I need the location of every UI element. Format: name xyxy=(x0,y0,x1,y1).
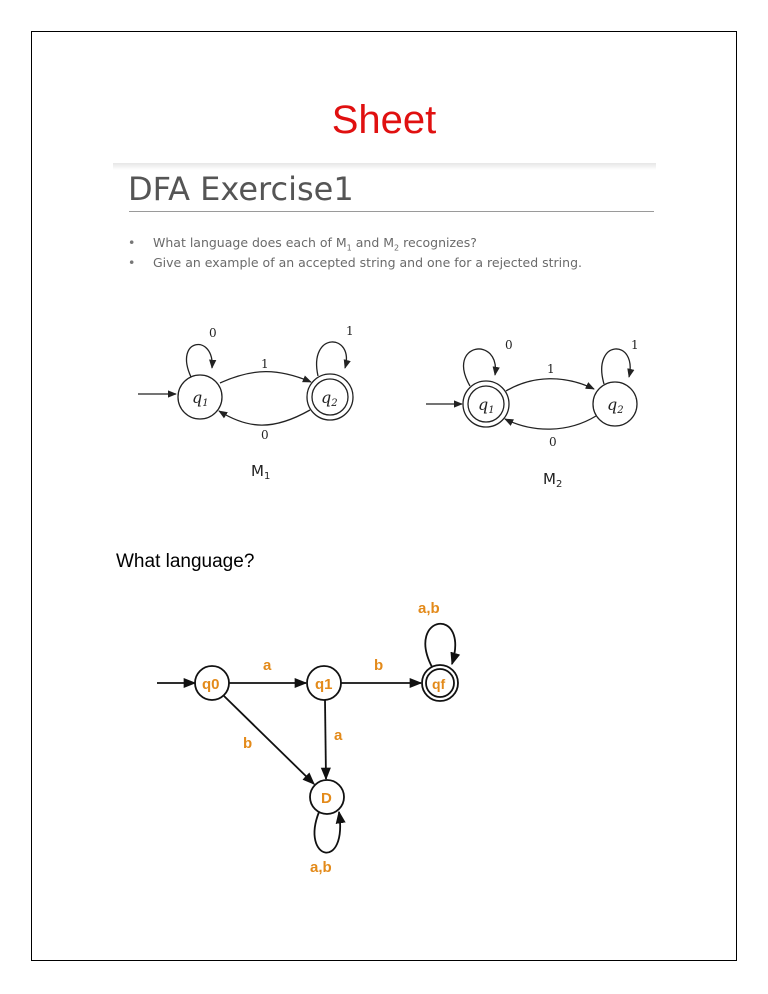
dfa3-state-d-label: D xyxy=(321,790,332,807)
dfa3-loop-qf xyxy=(425,624,455,667)
m2-state-q1-label: q1 xyxy=(478,395,495,416)
m1-edge-back-label: 0 xyxy=(261,428,269,442)
dfa3-label-q1-qf: b xyxy=(374,657,384,674)
question-text: What language? xyxy=(116,551,255,572)
dfa3-label-q1-d: a xyxy=(334,727,343,744)
dfa-diagrams-m1-m2 xyxy=(113,163,656,490)
dfa3-state-qf-label: qf xyxy=(432,676,446,692)
m1-loop-q2 xyxy=(317,342,347,376)
m2-loop-q2-label: 1 xyxy=(631,338,639,352)
m2-edge-back-label: 0 xyxy=(549,435,557,449)
bullet-sub: 1 xyxy=(346,243,352,253)
m2-state-q2-label: q2 xyxy=(607,395,624,416)
m1-name: $M_1$ xyxy=(251,462,271,482)
dfa3-label-d-loop: a,b xyxy=(310,859,332,876)
dfa3-label-q0-q1: a xyxy=(263,657,272,674)
bullet-text: recognizes? xyxy=(399,235,477,250)
m1-loop-q1 xyxy=(186,345,212,377)
sheet-title: Sheet xyxy=(331,98,437,142)
dfa3-label-q0-d: b xyxy=(243,735,253,752)
m2-edge-q1-q2 xyxy=(506,379,594,391)
dfa3-loop-d xyxy=(315,812,341,853)
m1-state-q2-label: q2 xyxy=(321,388,338,409)
m2-loop-q1-label: 0 xyxy=(505,338,513,352)
dfa-diagram-3 xyxy=(140,590,480,880)
slide-title: DFA Exercise1 xyxy=(128,170,354,208)
dfa3-edge-q0-d xyxy=(224,696,314,784)
exercise-slide xyxy=(113,163,656,490)
m1-edge-forward-label: 1 xyxy=(261,357,269,371)
m2-name: $M_2$ xyxy=(543,470,563,490)
bullet-text: Give an example of an accepted string and one for a rejected string. xyxy=(153,255,582,270)
bullet-text: and M xyxy=(351,235,395,250)
dfa3-label-qf-loop: a,b xyxy=(418,600,440,617)
m1-loop-q2-label: 1 xyxy=(346,324,354,338)
dfa3-edge-q1-d xyxy=(325,700,326,779)
m1-edge-q1-q2 xyxy=(220,372,311,383)
m2-loop-q1 xyxy=(464,349,496,386)
m1-edge-q2-q1 xyxy=(219,410,310,425)
m1-state-q1-label: q1 xyxy=(192,388,209,409)
m1-loop-q1-label: 0 xyxy=(209,326,217,340)
m2-edge-forward-label: 1 xyxy=(547,362,555,376)
m2-loop-q2 xyxy=(602,349,630,384)
dfa3-state-q1-label: q1 xyxy=(315,676,333,693)
bullet-sub: 2 xyxy=(394,243,400,253)
bullet-text: What language does each of M xyxy=(153,235,347,250)
m2-edge-q2-q1 xyxy=(505,416,596,429)
dfa3-state-q0-label: q0 xyxy=(202,676,220,693)
